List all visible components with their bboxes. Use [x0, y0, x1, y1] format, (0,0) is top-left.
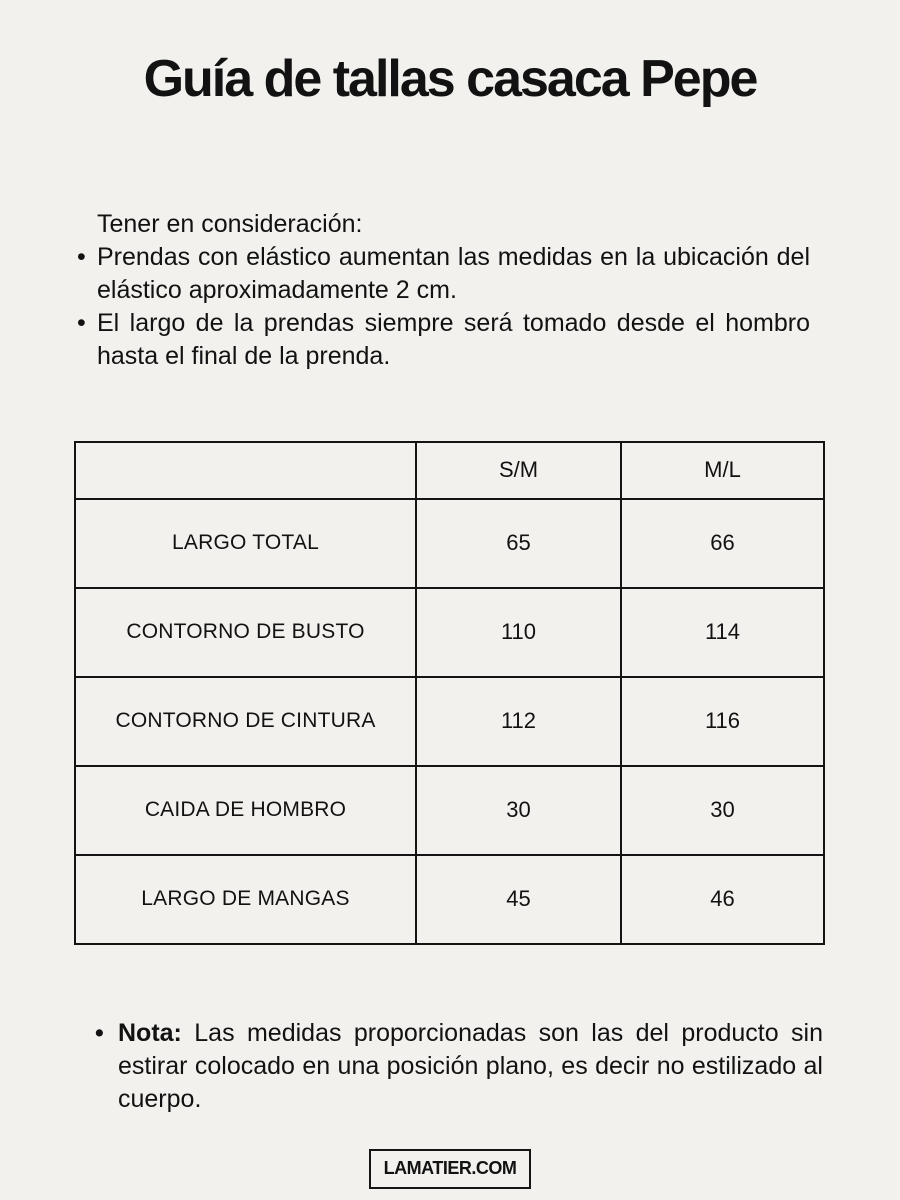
- note-section: [118, 1017, 823, 1116]
- table-row: [75, 677, 824, 766]
- consideration-item: • Prendas con elástico aumentan las medidas en la ubicación del elástico aproximadamente 2 cm.: [97, 241, 810, 307]
- table-row: [75, 766, 824, 855]
- measure-value-ml: 30: [621, 766, 824, 855]
- size-table: [74, 441, 825, 945]
- considerations-list: [97, 241, 810, 373]
- size-table-header-row: [75, 442, 824, 499]
- footer: [0, 1149, 900, 1189]
- note-text: Las medidas proporcionadas son las del producto sin estirar colocado en una posición plano, es decir no estilizado al cuerpo.: [118, 1018, 823, 1113]
- size-table-header-blank: [75, 442, 416, 499]
- measure-value-sm: 65: [416, 499, 621, 588]
- table-row: [75, 855, 824, 944]
- consideration-item: • El largo de la prendas siempre será tomado desde el hombro hasta el final de la prenda.: [97, 307, 810, 373]
- measure-label: CAIDA DE HOMBRO: [75, 766, 416, 855]
- measure-value-ml: 116: [621, 677, 824, 766]
- note-item: [118, 1017, 823, 1116]
- measure-value-ml: 114: [621, 588, 824, 677]
- size-table-header-sm: S/M: [416, 442, 621, 499]
- measure-value-ml: 46: [621, 855, 824, 944]
- table-row: [75, 588, 824, 677]
- measure-value-sm: 45: [416, 855, 621, 944]
- note-label: Nota:: [118, 1018, 182, 1047]
- measure-label: LARGO TOTAL: [75, 499, 416, 588]
- page-title: Guía de tallas casaca Pepe: [143, 50, 757, 108]
- size-table-header-ml: M/L: [621, 442, 824, 499]
- considerations-section: [97, 208, 810, 373]
- table-row: [75, 499, 824, 588]
- size-guide-page: [0, 50, 900, 1200]
- measure-value-ml: 66: [621, 499, 824, 588]
- measure-value-sm: 112: [416, 677, 621, 766]
- considerations-intro: Tener en consideración:: [97, 209, 363, 238]
- measure-label: LARGO DE MANGAS: [75, 855, 416, 944]
- measure-label: CONTORNO DE CINTURA: [75, 677, 416, 766]
- measure-label: CONTORNO DE BUSTO: [75, 588, 416, 677]
- measure-value-sm: 110: [416, 588, 621, 677]
- brand-box: LAMATIER.COM: [369, 1149, 532, 1189]
- measure-value-sm: 30: [416, 766, 621, 855]
